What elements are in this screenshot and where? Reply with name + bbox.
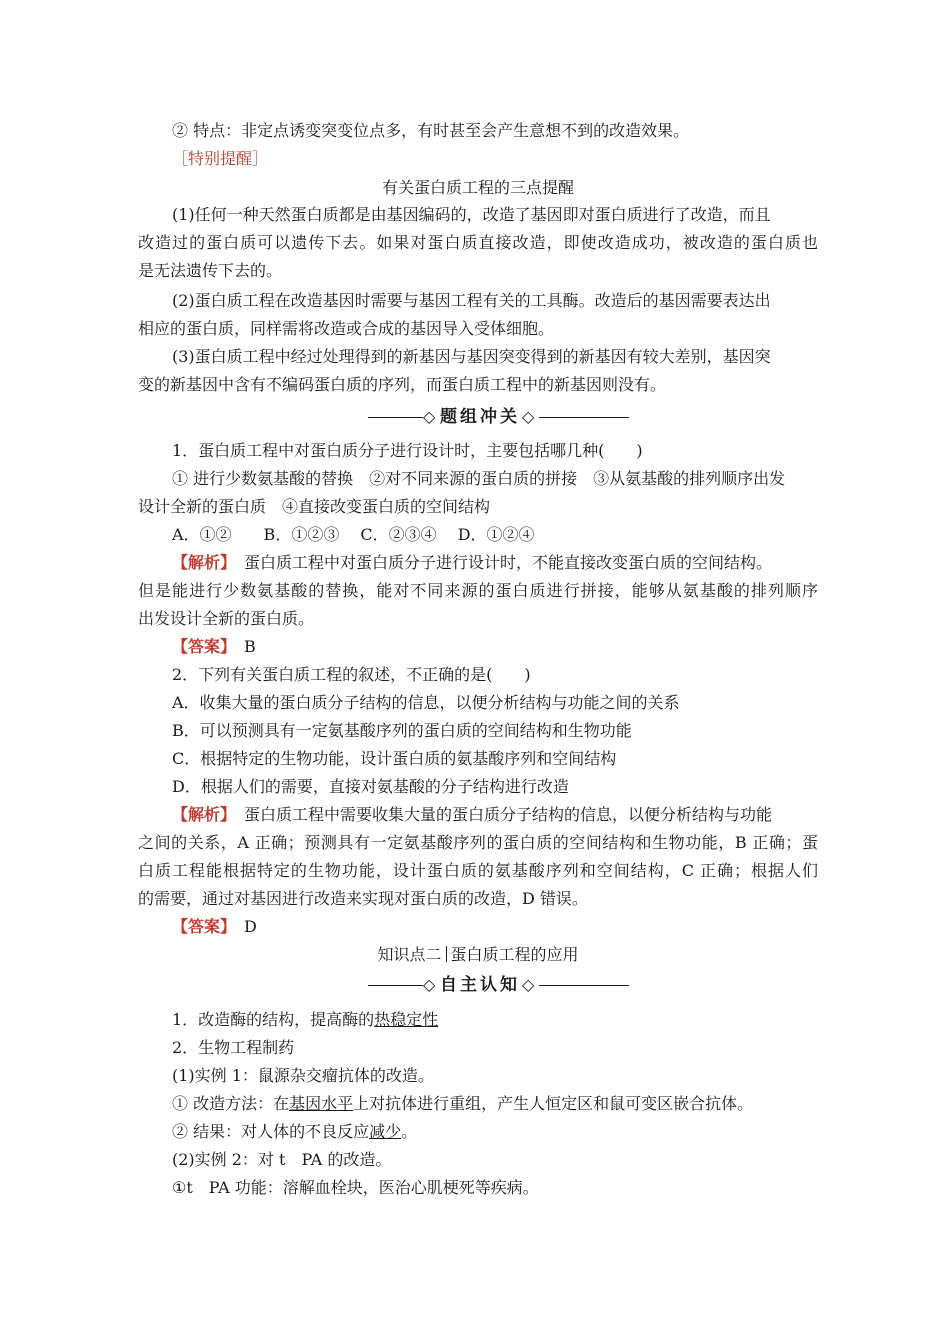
section-banner xyxy=(138,405,818,429)
example-2: (2)实例 2：对 t PA 的改造。 xyxy=(172,1150,392,1169)
text-line: ② 特点：非定点诱变突变位点多，有时甚至会产生意想不到的改造效果。 xyxy=(172,121,690,140)
text-line: 白质工程能根据特定的生物功能，设计蛋白质的氨基酸序列和空间结构，C 正确；根据人们 xyxy=(138,861,818,880)
text-line: 之间的关系，A 正确；预测具有一定氨基酸序列的蛋白质的空间结构和生物功能，B 正确；蛋 xyxy=(138,833,818,852)
text-line: 出发设计全新的蛋白质。 xyxy=(138,609,315,628)
answer-tag: 【答案】 xyxy=(172,917,229,936)
knowledge-point-heading: 知识点二 蛋白质工程的应用 xyxy=(377,945,579,964)
text-line: ① 进行少数氨基酸的替换 ②对不同来源的蛋白质的拼接 ③从氨基酸的排列顺序出发 xyxy=(172,469,786,488)
item-1: 1．改造酶的结构，提高酶的热稳定性 xyxy=(172,1010,439,1029)
answer-1: 【答案】 B xyxy=(172,637,256,656)
analysis-tag: 【解析】 xyxy=(172,805,229,824)
banner-rule-right xyxy=(539,417,629,418)
text-line: 的需要，通过对基因进行改造来实现对蛋白质的改造，D 错误。 xyxy=(138,889,588,908)
banner-rule-left xyxy=(368,417,423,418)
item-2: 2．生物工程制药 xyxy=(172,1038,295,1057)
section-banner xyxy=(138,973,818,997)
option-a: A．收集大量的蛋白质分子结构的信息，以便分析结构与功能之间的关系 xyxy=(172,693,680,712)
text-line: 变的新基因中含有不编码蛋白质的序列，而蛋白质工程中的新基因则没有。 xyxy=(138,375,667,394)
answer-tag: 【答案】 xyxy=(172,637,229,656)
text-line: ② 结果：对人体的不良反应减少。 xyxy=(172,1122,418,1141)
text-line: 改造过的蛋白质可以遗传下去。如果对蛋白质直接改造，即使改造成功，被改造的蛋白质也 xyxy=(138,233,818,252)
text-line: (2)蛋白质工程在改造基因时需要与基因工程有关的工具酶。改造后的基因需要表达出 xyxy=(172,291,771,310)
question-2: 2．下列有关蛋白质工程的叙述，不正确的是( ) xyxy=(172,665,531,684)
example-1: (1)实例 1：鼠源杂交瘤抗体的改造。 xyxy=(172,1066,434,1085)
text-line: (1)任何一种天然蛋白质都是由基因编码的，改造了基因即对蛋白质进行了改造，而且 xyxy=(172,205,771,224)
diamond-icon: ◇ xyxy=(522,975,535,994)
option-d: D．根据人们的需要，直接对氨基酸的分子结构进行改造 xyxy=(172,777,569,796)
separator xyxy=(446,946,447,962)
diamond-icon: ◇ xyxy=(423,975,436,994)
text-line: 但是能进行少数氨基酸的替换，能对不同来源的蛋白质进行拼接，能够从氨基酸的排列顺序 xyxy=(138,581,818,600)
diamond-icon: ◇ xyxy=(423,407,436,426)
text-line: 设计全新的蛋白质 ④直接改变蛋白质的空间结构 xyxy=(138,497,491,516)
question-1: 1．蛋白质工程中对蛋白质分子进行设计时，主要包括哪几种( ) xyxy=(172,441,643,460)
banner-rule-left xyxy=(368,985,423,986)
analysis-2: 【解析】 蛋白质工程中需要收集大量的蛋白质分子结构的信息，以便分析结构与功能 xyxy=(172,805,773,824)
special-reminder-label: ［特别提醒］ xyxy=(172,149,269,168)
analysis-1: 【解析】 蛋白质工程中对蛋白质分子进行设计时，不能直接改变蛋白质的空间结构。 xyxy=(172,553,773,572)
banner-rule-right xyxy=(539,985,629,986)
banner-title: 自主认知 xyxy=(440,975,520,995)
diamond-icon: ◇ xyxy=(522,407,535,426)
text-line: 相应的蛋白质，同样需将改造或合成的基因导入受体细胞。 xyxy=(138,319,555,338)
text-line: ① 改造方法：在基因水平上对抗体进行重组，产生人恒定区和鼠可变区嵌合抗体。 xyxy=(172,1094,754,1113)
analysis-tag: 【解析】 xyxy=(172,553,229,572)
banner-title: 题组冲关 xyxy=(440,407,520,427)
text-line: ①t PA 功能：溶解血栓块，医治心肌梗死等疾病。 xyxy=(172,1178,539,1197)
answer-2: 【答案】 D xyxy=(172,917,257,936)
text-line: (3)蛋白质工程中经过处理得到的新基因与基因突变得到的新基因有较大差别，基因突 xyxy=(172,347,771,366)
section-heading: 有关蛋白质工程的三点提醒 xyxy=(381,178,574,197)
option-b: B．可以预测具有一定氨基酸序列的蛋白质的空间结构和生物功能 xyxy=(172,721,632,740)
question-1-options: A．①② B．①②③ C．②③④ D．①②④ xyxy=(172,525,535,544)
text-line: 是无法遗传下去的。 xyxy=(138,261,283,280)
option-c: C．根据特定的生物功能，设计蛋白质的氨基酸序列和空间结构 xyxy=(172,749,617,768)
